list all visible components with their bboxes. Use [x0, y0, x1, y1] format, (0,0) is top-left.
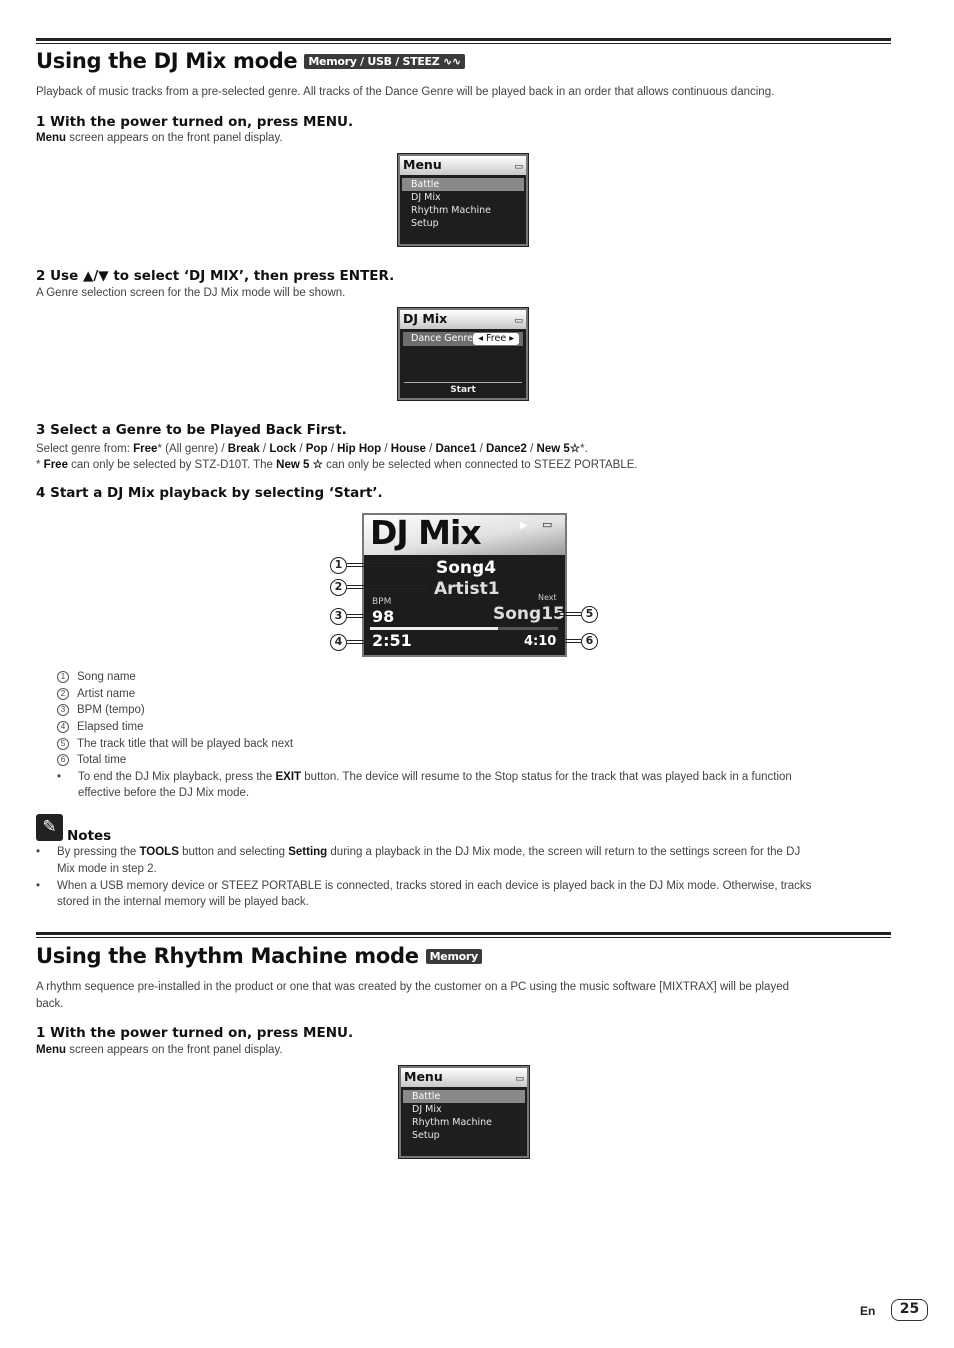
- heading-text: Using the Rhythm Machine mode: [36, 944, 419, 968]
- page-number: 25: [891, 1299, 928, 1321]
- callout-5: 5: [581, 606, 598, 623]
- right-arrow-icon: ▸: [509, 333, 514, 344]
- note-1-cont: Mix mode in step 2.: [57, 863, 157, 875]
- bpm-value: 98: [372, 607, 395, 626]
- battery-icon: ▭: [515, 1074, 524, 1084]
- menu-item-rhythm: Rhythm Machine: [412, 1117, 493, 1128]
- genre-free: Free: [133, 443, 158, 455]
- callout-line-6: [558, 639, 581, 643]
- callout-2: 2: [330, 579, 347, 596]
- genre-prefix: Select genre from:: [36, 443, 134, 455]
- left-arrow-icon: ◂: [478, 333, 483, 344]
- rhythm-step1-text: Menu screen appears on the front panel display.: [36, 1044, 283, 1056]
- section-rule: [36, 38, 891, 41]
- djmix-header: [364, 515, 565, 555]
- footer-lang: En: [860, 1304, 876, 1318]
- notes-title: Notes: [67, 828, 112, 844]
- legend-item: 3 BPM (tempo): [57, 704, 145, 716]
- genre-house: House: [390, 443, 426, 455]
- bullet-exit: • To end the DJ Mix playback, press the EXIT button. The device will resume to the Stop status for the track that was played back in a function: [57, 771, 792, 783]
- menu-screen-title: Menu ▭: [400, 156, 526, 175]
- section-title-djmix: [36, 49, 465, 73]
- menu-item-setup: Setup: [412, 1130, 440, 1141]
- menu-item-battle: Battle: [403, 1090, 525, 1103]
- menu-item-djmix: DJ Mix: [412, 1104, 442, 1115]
- bullet-exit-cont: effective before the DJ Mix mode.: [78, 787, 250, 799]
- genre-pop: Pop: [305, 443, 328, 455]
- next-song: Song15: [493, 604, 565, 624]
- callout-line-3: [347, 614, 370, 618]
- elapsed-time: 2:51: [372, 631, 412, 650]
- genre-label: Dance Genre: [411, 333, 474, 344]
- bpm-label: BPM: [372, 597, 392, 607]
- memory-badge: Memory: [426, 949, 482, 964]
- step1-desc: screen appears on the front panel display.: [66, 132, 283, 144]
- callout-line-5: [558, 612, 581, 616]
- start-label: Start: [450, 385, 476, 395]
- section-rule-thin: [36, 43, 891, 44]
- genre-screen-title: DJ Mix ▭: [400, 310, 526, 329]
- rhythm-step1-heading: 1 With the power turned on, press MENU.: [36, 1025, 354, 1041]
- djmix-title: DJ Mix: [370, 513, 481, 552]
- notes-icon: ✎: [36, 814, 63, 841]
- step2-text: A Genre selection screen for the DJ Mix mode will be shown.: [36, 287, 346, 299]
- menu-item-djmix: DJ Mix: [411, 192, 441, 203]
- note-2: • When a USB memory device or STEEZ PORTABLE is connected, tracks stored in each device is played back in the DJ Mix mode. Otherwise, tracks: [36, 880, 812, 892]
- genre-row: [403, 332, 523, 346]
- section-rule-thin: [36, 937, 891, 938]
- genre-footnote: * Free can only be selected by STZ-D10T. The New 5 ☆ can only be selected when connected to STEEZ PORTABLE.: [36, 459, 638, 471]
- menu-item-setup: Setup: [411, 218, 439, 229]
- battery-icon: ▭: [542, 518, 553, 531]
- steez-logo-icon: ∿∿: [442, 55, 461, 68]
- progress-track: [370, 627, 558, 630]
- battery-icon: ▭: [514, 162, 523, 172]
- callout-6: 6: [581, 633, 598, 650]
- memory-usb-steez-badge: Memory / USB / STEEZ ∿∿: [304, 54, 464, 69]
- step1-text: [36, 132, 283, 144]
- rhythm-intro: A rhythm sequence pre-installed in the product or one that was created by the customer on a PC using the music software [MIXTRAX] will be played: [36, 981, 789, 993]
- heading-text: Using the DJ Mix mode: [36, 49, 298, 73]
- legend-item: 1 Song name: [57, 671, 136, 683]
- bullet-icon: •: [36, 846, 41, 858]
- djmix-song: Song4: [436, 558, 497, 578]
- menu-bold: Menu: [36, 132, 67, 144]
- next-label: Next: [538, 593, 557, 602]
- bullet-icon: •: [36, 880, 41, 892]
- progress-fill: [370, 627, 498, 630]
- genre-value-box: ◂ Free ▸: [473, 333, 519, 345]
- callout-3: 3: [330, 608, 347, 625]
- genre-divider: [404, 382, 522, 383]
- menu-screen: [398, 154, 528, 246]
- section-rule: [36, 932, 891, 935]
- legend-item: 4 Elapsed time: [57, 721, 143, 733]
- callout-4: 4: [330, 634, 347, 651]
- bullet-icon: •: [57, 771, 62, 783]
- step3-heading: 3 Select a Genre to be Played Back First.: [36, 422, 347, 438]
- genre-lock: Lock: [269, 443, 297, 455]
- djmix-artist: Artist1: [434, 579, 500, 599]
- genre-free-note: * (All genre) /: [157, 443, 228, 455]
- step1-heading: 1 With the power turned on, press MENU.: [36, 114, 354, 130]
- genre-dance1: Dance1: [435, 443, 477, 455]
- play-icon: ▶: [520, 520, 528, 531]
- legend-item: 2 Artist name: [57, 688, 135, 700]
- callout-line-4: [347, 640, 370, 644]
- genre-list: Select genre from: Free* (All genre) / Break / Lock / Pop / Hip Hop / House / Dance1 / Dance2 / New 5☆*.: [36, 443, 588, 455]
- rhythm-intro-cont: back.: [36, 998, 64, 1010]
- genre-screen: [398, 308, 528, 400]
- note-2-cont: stored in the internal memory will be played back.: [57, 896, 309, 908]
- callout-line-1: [347, 563, 430, 567]
- menu-screen-2: [399, 1066, 529, 1158]
- battery-icon: ▭: [514, 316, 523, 326]
- callout-line-2: [347, 585, 428, 589]
- section-title-rhythm: [36, 944, 482, 968]
- total-time: 4:10: [524, 634, 557, 649]
- menu-item-battle: Battle: [402, 178, 524, 191]
- genre-new5: New 5☆: [536, 443, 581, 455]
- genre-hiphop: Hip Hop: [337, 443, 382, 455]
- note-1: • By pressing the TOOLS button and selecting Setting during a playback in the DJ Mix mode, the screen will return to the settings screen for the DJ: [36, 846, 801, 858]
- genre-dance2: Dance2: [486, 443, 527, 455]
- genre-break: Break: [227, 443, 260, 455]
- legend-item: 5 The track title that will be played back next: [57, 738, 293, 750]
- callout-1: 1: [330, 557, 347, 574]
- menu-screen-title: Menu ▭: [401, 1068, 527, 1087]
- menu-item-rhythm: Rhythm Machine: [411, 205, 492, 216]
- intro-text: Playback of music tracks from a pre-selected genre. All tracks of the Dance Genre will be played back in an order that allows continuous dancing.: [36, 86, 775, 98]
- legend-item: 6 Total time: [57, 754, 126, 766]
- step4-heading: 4 Start a DJ Mix playback by selecting ‘Start’.: [36, 485, 383, 501]
- step2-heading: 2 Use ▲/▼ to select ‘DJ MIX’, then press ENTER.: [36, 268, 395, 284]
